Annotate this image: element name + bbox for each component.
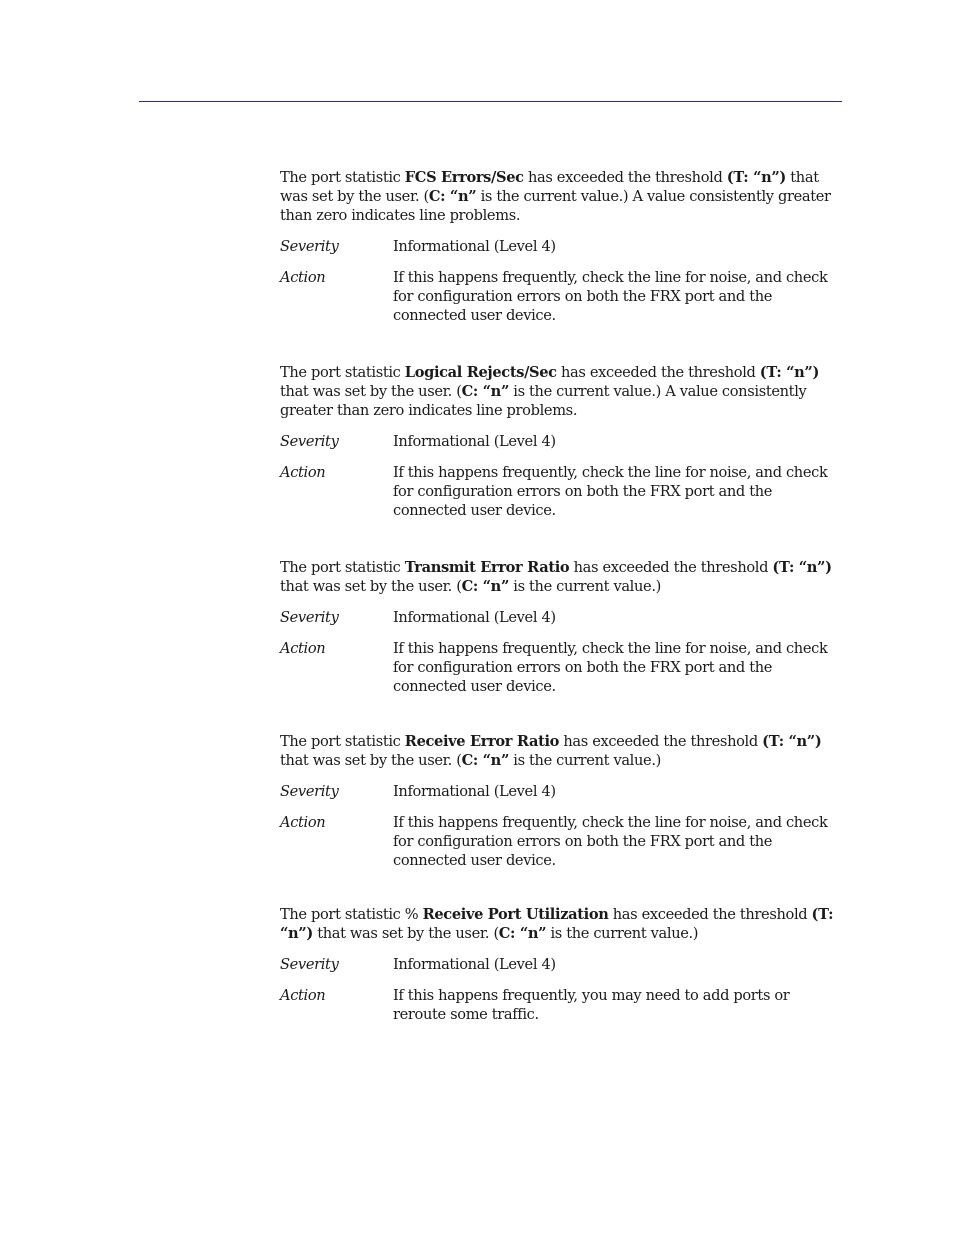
desc-intro: The port statistic <box>280 559 405 576</box>
stat-name: Transmit Error Ratio <box>404 559 570 576</box>
current-value: C: “n” <box>461 752 509 769</box>
threshold-value: (T: “n”) <box>762 733 822 750</box>
severity-label: Severity <box>280 783 339 800</box>
severity-row <box>280 237 842 256</box>
threshold-value: (T: “n”) <box>726 169 786 186</box>
message-entry <box>280 732 842 870</box>
severity-value: Informational (Level 4) <box>393 238 556 255</box>
desc-intro: The port statistic <box>280 169 405 186</box>
desc-mid: has exceeded the threshold <box>569 559 773 576</box>
threshold-value: (T: “n”) <box>759 364 820 381</box>
desc-intro: The port statistic <box>280 364 405 381</box>
action-value: If this happens frequently, check the line for noise, and check for configuration errors on both the FRX port and the connected user device. <box>393 814 828 869</box>
action-row <box>280 268 842 325</box>
severity-label: Severity <box>280 609 339 626</box>
message-description <box>280 558 842 596</box>
action-value: If this happens frequently, you may need to add ports or reroute some traffic. <box>393 987 790 1023</box>
desc-after-threshold: that was set by the user. ( <box>312 925 499 942</box>
severity-value: Informational (Level 4) <box>393 783 556 800</box>
message-description <box>280 168 842 225</box>
desc-after-threshold: that was set by the user. ( <box>280 169 819 205</box>
desc-tail: is the current value.) <box>509 578 661 595</box>
action-row <box>280 639 842 696</box>
desc-intro: The port statistic <box>280 733 405 750</box>
message-description <box>280 732 842 770</box>
stat-name: FCS Errors/Sec <box>404 169 524 186</box>
message-entry <box>280 168 842 325</box>
current-value: C: “n” <box>498 925 547 942</box>
threshold-value: (T: “n”) <box>772 559 832 576</box>
severity-value: Informational (Level 4) <box>393 433 556 450</box>
severity-value: Informational (Level 4) <box>393 609 556 626</box>
action-value: If this happens frequently, check the line for noise, and check for configuration errors on both the FRX port and the connected user device. <box>393 269 828 324</box>
severity-row <box>280 782 842 801</box>
desc-tail: is the current value.) A value consistently greater than zero indicates line problems. <box>280 188 831 224</box>
severity-value: Informational (Level 4) <box>393 956 556 973</box>
message-description <box>280 905 842 943</box>
message-entry <box>280 905 842 1024</box>
severity-row <box>280 432 842 451</box>
action-label: Action <box>280 640 326 657</box>
action-label: Action <box>280 814 326 831</box>
message-entry <box>280 363 842 520</box>
severity-label: Severity <box>280 433 339 450</box>
current-value: C: “n” <box>428 188 477 205</box>
message-description <box>280 363 842 420</box>
desc-mid: has exceeded the threshold <box>608 906 812 923</box>
message-entry <box>280 558 842 696</box>
desc-tail: is the current value.) <box>509 752 661 769</box>
stat-name: Receive Error Ratio <box>404 733 560 750</box>
severity-label: Severity <box>280 238 339 255</box>
threshold-value: (T: “n”) <box>280 906 834 942</box>
action-label: Action <box>280 987 326 1004</box>
stat-name: Receive Port Utilization <box>422 906 609 923</box>
desc-after-threshold: that was set by the user. ( <box>280 752 462 769</box>
desc-tail: is the current value.) A value consistently greater than zero indicates line problems. <box>280 383 807 419</box>
desc-mid: has exceeded the threshold <box>556 364 760 381</box>
action-value: If this happens frequently, check the line for noise, and check for configuration errors on both the FRX port and the connected user device. <box>393 640 828 695</box>
current-value: C: “n” <box>461 578 509 595</box>
action-row <box>280 463 842 520</box>
desc-tail: is the current value.) <box>546 925 699 942</box>
message-list <box>280 168 842 1062</box>
action-row <box>280 986 842 1024</box>
severity-label: Severity <box>280 956 339 973</box>
severity-row <box>280 955 842 974</box>
current-value: C: “n” <box>461 383 509 400</box>
action-label: Action <box>280 269 326 286</box>
desc-after-threshold: that was set by the user. ( <box>280 383 462 400</box>
action-row <box>280 813 842 870</box>
desc-mid: has exceeded the threshold <box>559 733 763 750</box>
action-value: If this happens frequently, check the line for noise, and check for configuration errors on both the FRX port and the connected user device. <box>393 464 828 519</box>
header-rule <box>139 101 842 102</box>
desc-mid: has exceeded the threshold <box>523 169 727 186</box>
desc-after-threshold: that was set by the user. ( <box>280 578 462 595</box>
action-label: Action <box>280 464 326 481</box>
desc-intro: The port statistic % <box>280 906 423 923</box>
stat-name: Logical Rejects/Sec <box>404 364 557 381</box>
severity-row <box>280 608 842 627</box>
